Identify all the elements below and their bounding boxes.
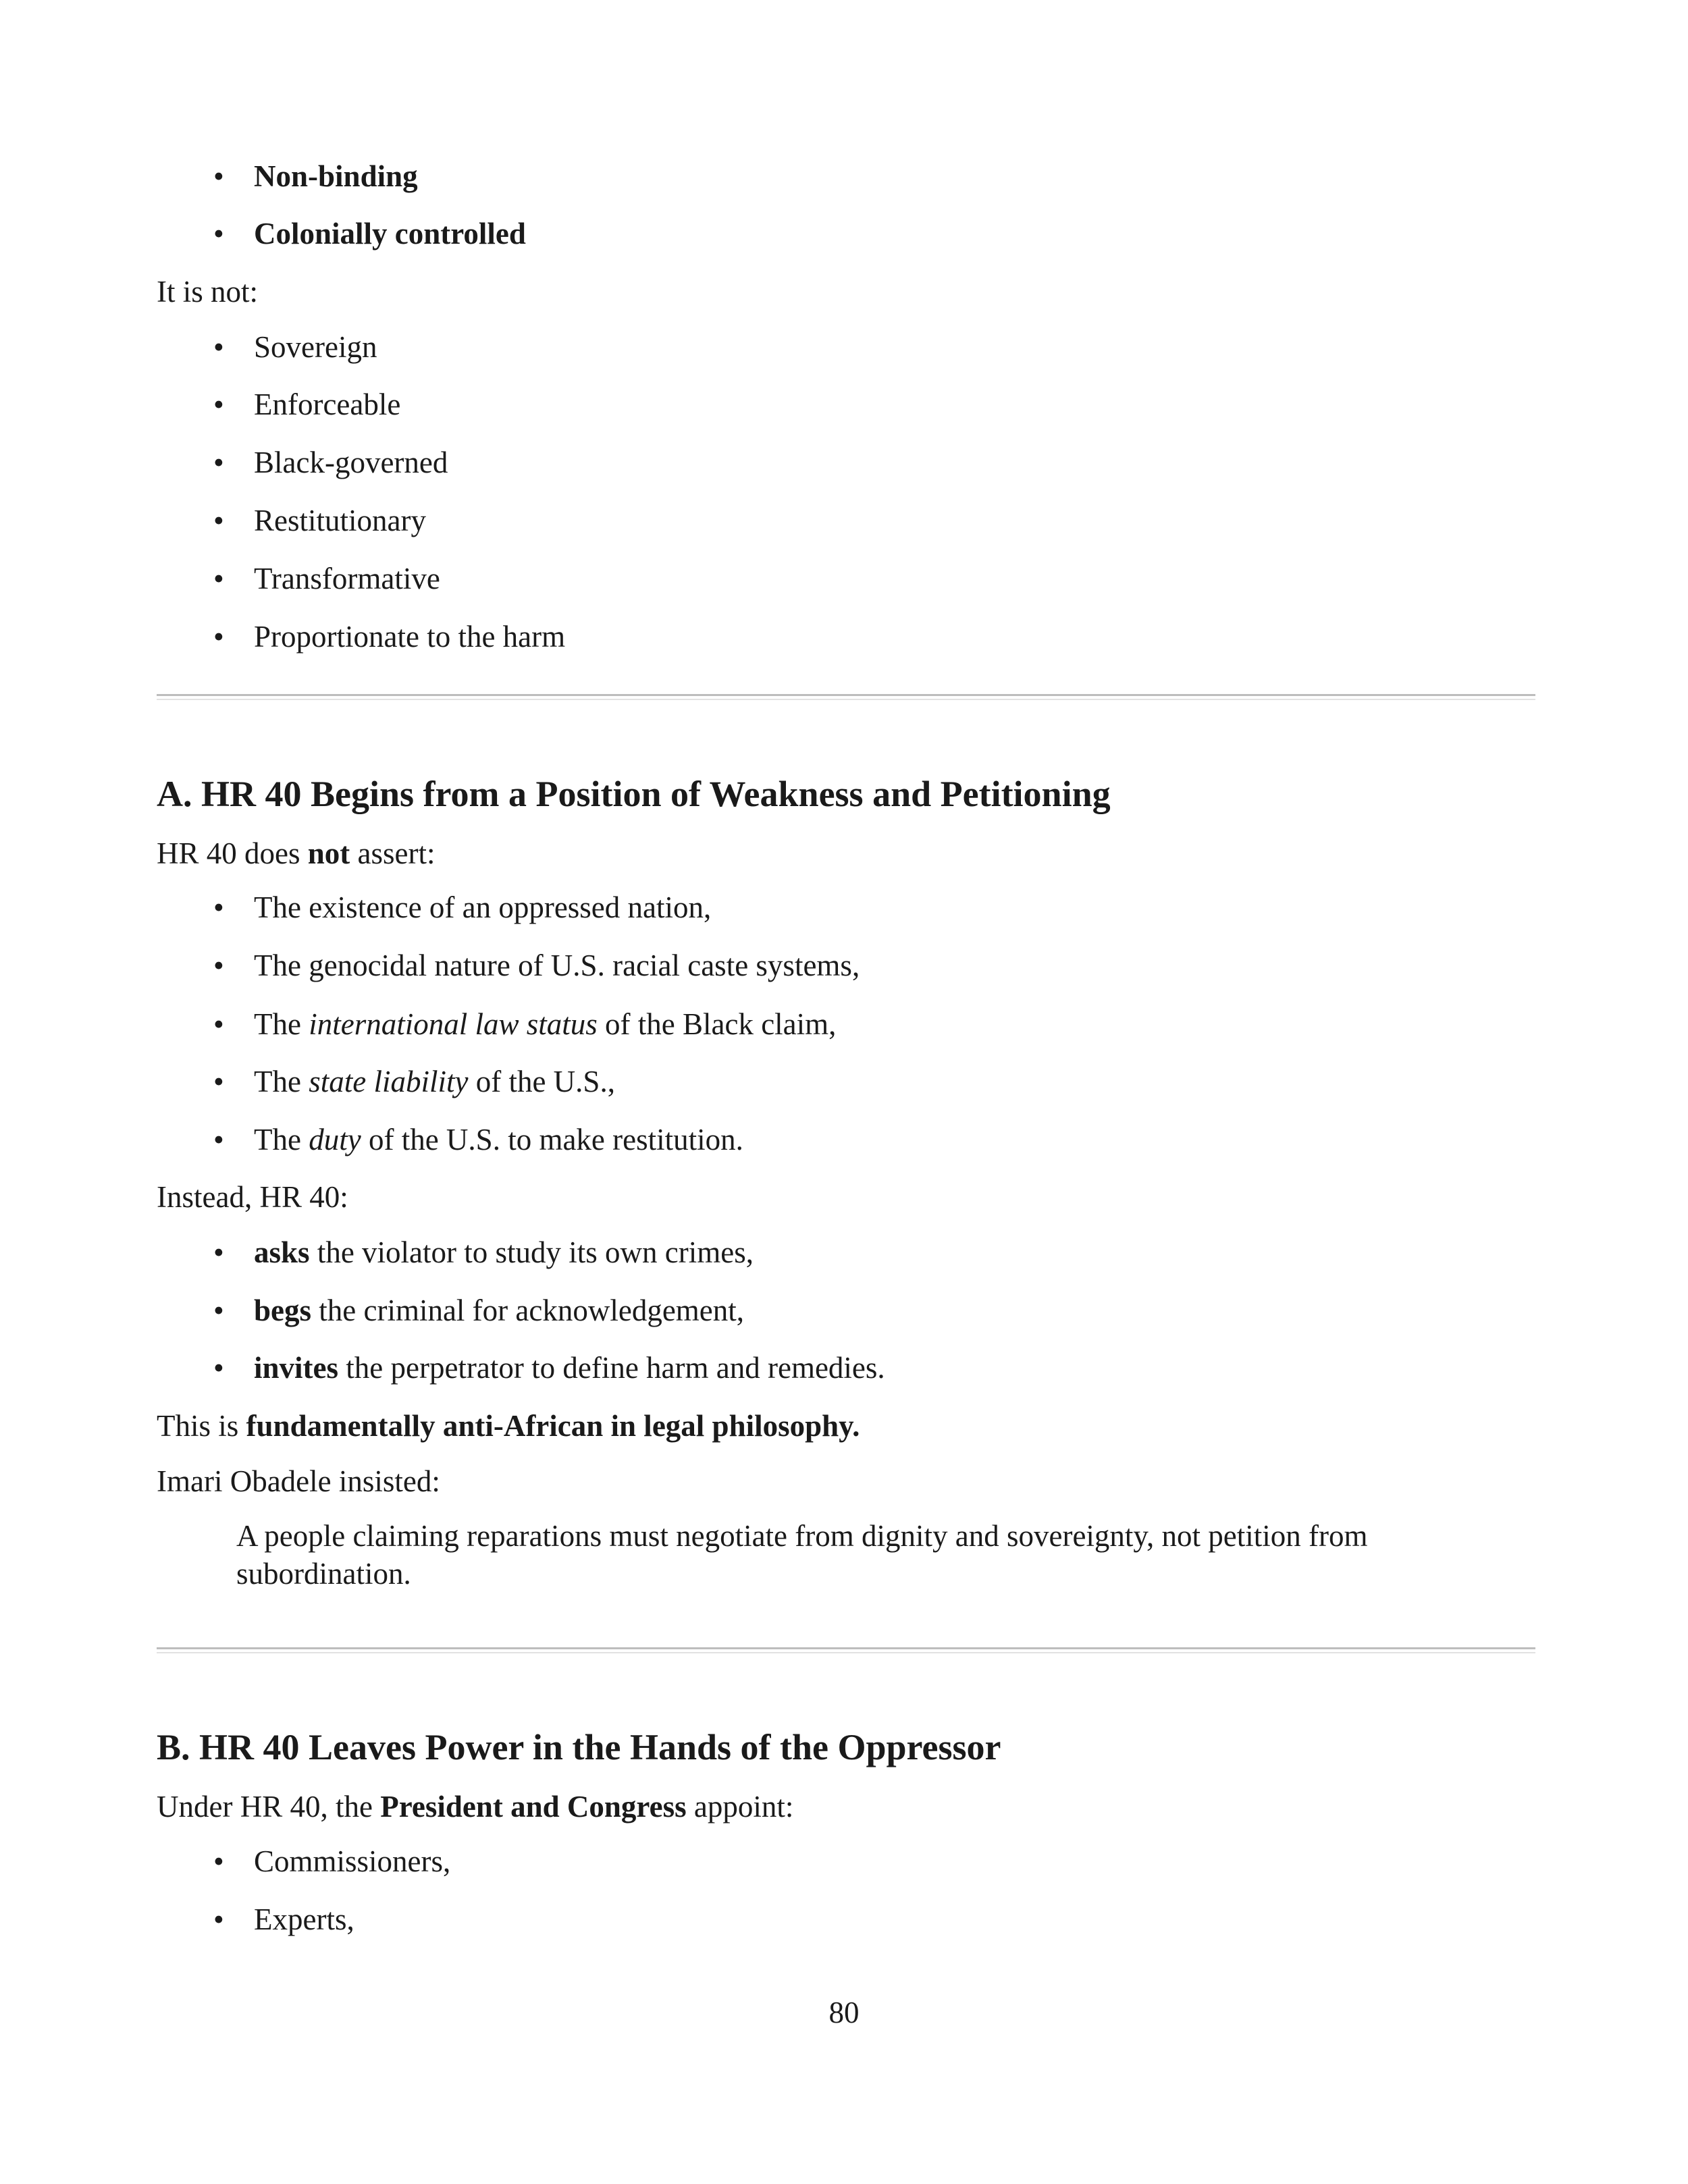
list-item: Proportionate to the harm xyxy=(254,620,566,654)
section-b-heading: B. HR 40 Leaves Power in the Hands of the Oppressor xyxy=(157,1727,1001,1767)
list-item: begs the criminal for acknowledgement, xyxy=(254,1294,745,1327)
list-item: Experts, xyxy=(254,1902,354,1936)
bullet-dot: • xyxy=(213,330,224,364)
list-item: Colonially controlled xyxy=(254,217,526,250)
section-b-intro: Under HR 40, the President and Congress appoint: xyxy=(157,1790,794,1823)
bullet-dot: • xyxy=(213,159,224,193)
bullet-dot: • xyxy=(213,1902,224,1936)
list-item: Transformative xyxy=(254,562,440,595)
bullet-dot: • xyxy=(213,620,224,654)
conclusion-line: This is fundamentally anti-African in legal philosophy. xyxy=(157,1409,860,1443)
bullet-dot: • xyxy=(213,388,224,421)
page-number: 80 xyxy=(828,1996,860,2029)
list-item: invites the perpetrator to define harm and remedies. xyxy=(254,1351,885,1385)
bullet-dot: • xyxy=(213,504,224,537)
it-is-not-label: It is not: xyxy=(157,275,259,309)
section-a-heading: A. HR 40 Begins from a Position of Weakness and Petitioning xyxy=(157,774,1111,814)
list-item: Restitutionary xyxy=(254,504,426,537)
bullet-dot: • xyxy=(213,1065,224,1098)
list-item: Sovereign xyxy=(254,330,377,364)
bullet-dot: • xyxy=(213,1007,224,1041)
bullet-dot: • xyxy=(213,562,224,595)
section-a-intro: HR 40 does not assert: xyxy=(157,836,436,870)
horizontal-rule xyxy=(157,1647,1535,1653)
bullet-dot: • xyxy=(213,1123,224,1156)
quote-intro: Imari Obadele insisted: xyxy=(157,1464,440,1498)
bullet-dot: • xyxy=(213,217,224,250)
list-item: The genocidal nature of U.S. racial caste systems, xyxy=(254,949,860,982)
bullet-dot: • xyxy=(213,1235,224,1269)
blockquote: A people claiming reparations must negotiate from dignity and sovereignty, not petition from subordination. xyxy=(236,1519,1368,1591)
list-item: The state liability of the U.S., xyxy=(254,1065,615,1098)
bullet-dot: • xyxy=(213,890,224,924)
bullet-dot: • xyxy=(213,1351,224,1385)
bullet-dot: • xyxy=(213,949,224,982)
bullet-dot: • xyxy=(213,1844,224,1878)
list-item: The existence of an oppressed nation, xyxy=(254,890,712,924)
list-item: Commissioners, xyxy=(254,1844,451,1878)
list-item: asks the violator to study its own crimes, xyxy=(254,1235,754,1269)
list-item: The international law status of the Black claim, xyxy=(254,1007,837,1041)
bullet-dot: • xyxy=(213,1294,224,1327)
horizontal-rule xyxy=(157,694,1535,700)
list-item: Enforceable xyxy=(254,388,401,421)
bullet-dot: • xyxy=(213,446,224,479)
instead-label: Instead, HR 40: xyxy=(157,1180,348,1214)
list-item: The duty of the U.S. to make restitution. xyxy=(254,1123,743,1156)
list-item: Non-binding xyxy=(254,159,418,193)
list-item: Black-governed xyxy=(254,446,448,479)
